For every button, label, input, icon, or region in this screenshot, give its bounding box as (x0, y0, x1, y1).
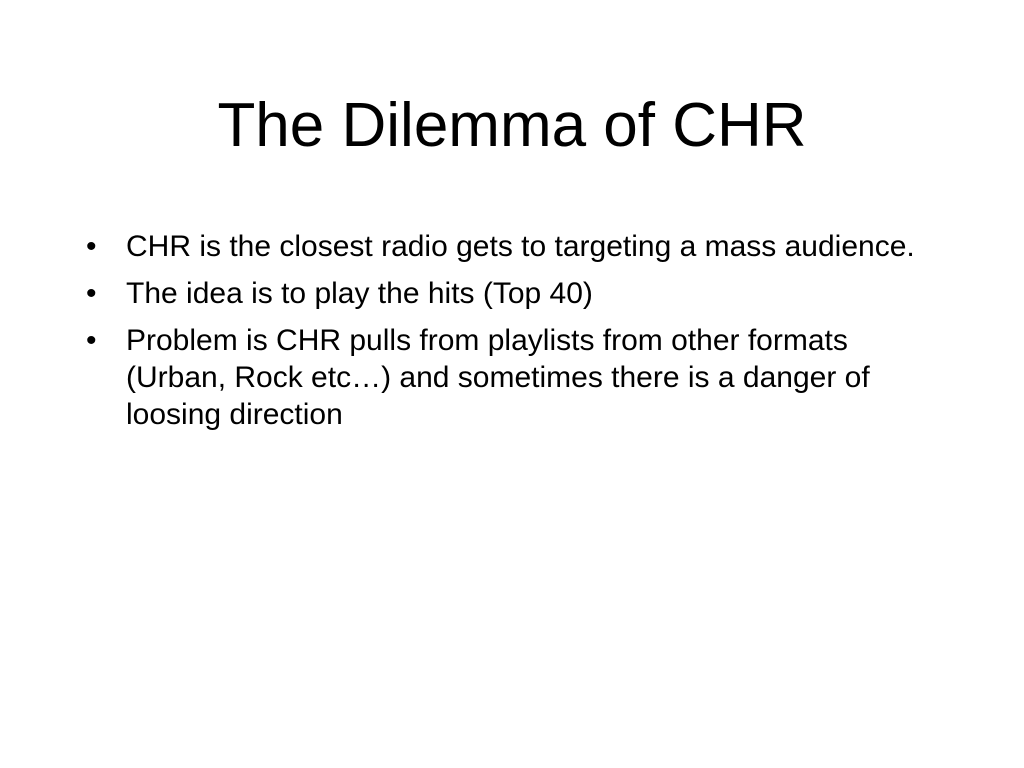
bullet-icon: • (86, 324, 97, 357)
bullet-item (86, 275, 936, 312)
bullet-text: CHR is the closest radio gets to targeting a mass audience. (126, 230, 915, 263)
bullet-icon: • (86, 230, 97, 263)
bullet-item (86, 322, 936, 433)
bullet-text: The idea is to play the hits (Top 40) (126, 277, 593, 310)
bullet-icon: • (86, 277, 97, 310)
bullet-text: Problem is CHR pulls from playlists from other formats (Urban, Rock etc…) and sometimes there is a danger of loosing direction (126, 324, 870, 431)
slide-title: The Dilemma of CHR (217, 91, 807, 160)
bullet-list (86, 228, 936, 443)
bullet-item (86, 228, 936, 265)
